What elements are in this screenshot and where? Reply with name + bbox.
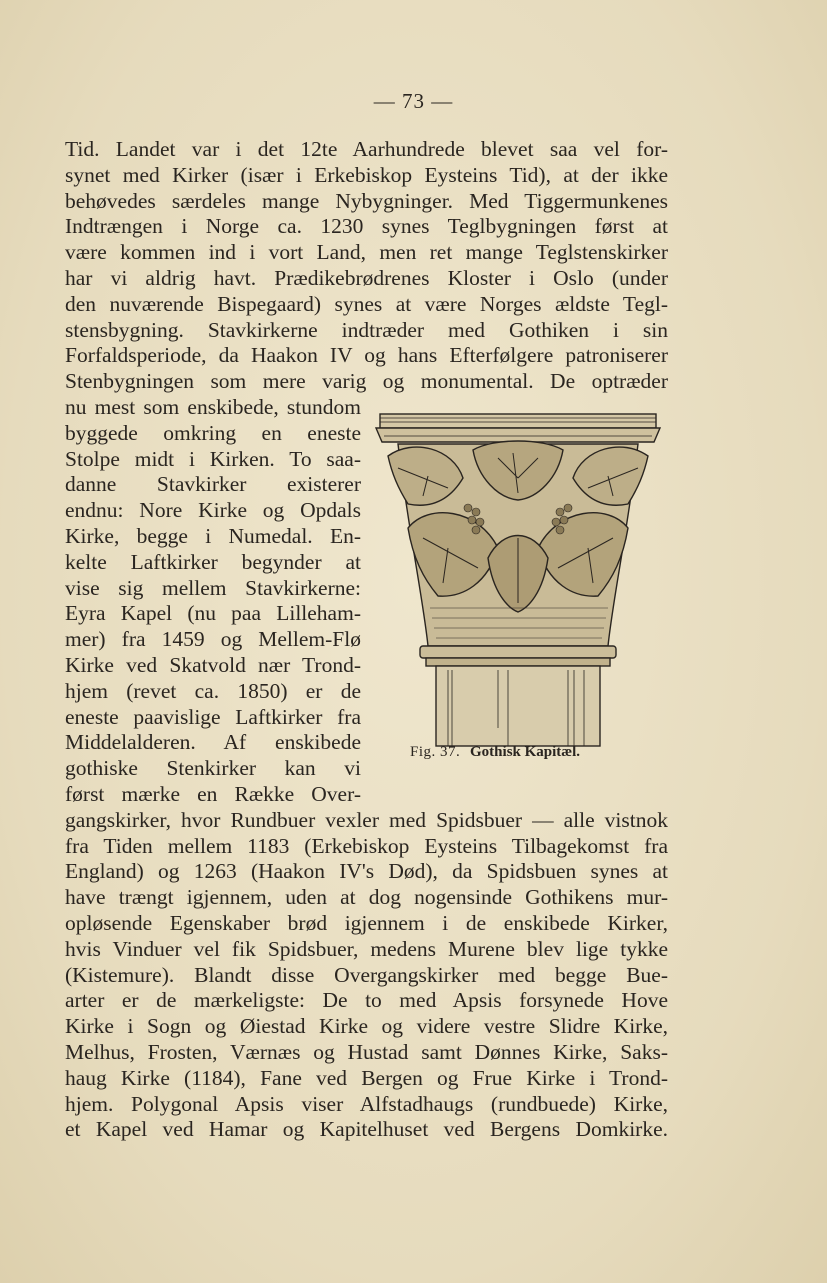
text-line: Kirke, begge i Numedal. En- bbox=[65, 524, 361, 548]
figure-caption bbox=[410, 744, 580, 761]
figure-number: Fig. 37. bbox=[410, 744, 461, 760]
text-line: har vi aldrig havt. Prædikebrødrenes Kloster i Oslo (under bbox=[65, 266, 668, 290]
text-line: Melhus, Frosten, Værnæs og Hustad samt Dønnes Kirke, Saks- bbox=[65, 1040, 668, 1064]
text-line: synet med Kirker (især i Erkebiskop Eysteins Tid), at der ikke bbox=[65, 162, 668, 187]
text-line: Middelalderen. Af enskibede bbox=[65, 730, 361, 755]
text-line: et Kapel ved Hamar og Kapitelhuset ved Bergens Domkirke. bbox=[65, 1117, 668, 1142]
text-line: arter er de mærkeligste: De to med Apsis forsynede Hove bbox=[65, 988, 668, 1013]
text-line: Kirke i Sogn og Øiestad Kirke og videre vestre Slidre Kirke, bbox=[65, 1014, 668, 1039]
text-line: kelte Laftkirker begynder at bbox=[65, 549, 361, 574]
text-line: den nuværende Bispegaard) synes at være Norges ældste Tegl- bbox=[65, 291, 668, 316]
gothic-capital-illustration bbox=[368, 408, 668, 778]
text-line: opløsende Egenskaber brød igjennem i de enskibede Kirker, bbox=[65, 911, 668, 935]
page-number: — 73 — bbox=[373, 89, 454, 113]
text-line: Indtrængen i Norge ca. 1230 synes Teglbygningen først at bbox=[65, 214, 668, 239]
text-line: hjem. Polygonal Apsis viser Alfstadhaugs (rundbuede) Kirke, bbox=[65, 1091, 668, 1116]
figure-title: Gothisk Kapitæl. bbox=[470, 744, 581, 760]
text-line: danne Stavkirker existerer bbox=[65, 472, 361, 497]
text-line: gangskirker, hvor Rundbuer vexler med Spidsbuer — alle vistnok bbox=[65, 807, 668, 832]
text-line: Kirke ved Skatvold nær Trond- bbox=[65, 653, 361, 677]
text-line: Eyra Kapel (nu paa Lilleham- bbox=[65, 601, 361, 626]
text-line: byggede omkring en eneste bbox=[65, 420, 361, 445]
text-line: England) og 1263 (Haakon IV's Død), da Spidsbuen synes at bbox=[65, 859, 668, 884]
text-line: haug Kirke (1184), Fane ved Bergen og Frue Kirke i Trond- bbox=[65, 1065, 668, 1090]
text-line: først mærke en Række Over- bbox=[65, 782, 361, 806]
text-line: hjem (revet ca. 1850) er de bbox=[65, 678, 361, 703]
text-line: gothiske Stenkirker kan vi bbox=[65, 756, 361, 781]
text-line: nu mest som enskibede, stundom bbox=[65, 395, 361, 419]
text-line: Stenbygningen som mere varig og monumental. De optræder bbox=[65, 369, 668, 394]
text-line: eneste paavislige Laftkirker fra bbox=[65, 704, 361, 729]
text-line: fra Tiden mellem 1183 (Erkebiskop Eysteins Tilbagekomst fra bbox=[65, 833, 668, 858]
text-line: hvis Vinduer vel fik Spidsbuer, medens Murene blev lige tykke bbox=[65, 936, 668, 961]
text-line: Stolpe midt i Kirken. To saa- bbox=[65, 446, 361, 471]
text-line: endnu: Nore Kirke og Opdals bbox=[65, 498, 361, 523]
text-line: mer) fra 1459 og Mellem-Flø bbox=[65, 627, 361, 652]
text-line: (Kistemure). Blandt disse Overgangskirker med begge Bue- bbox=[65, 962, 668, 987]
text-line: have trængt igjennem, uden at dog nogensinde Gothikens mur- bbox=[65, 885, 668, 910]
text-line: Tid. Landet var i det 12te Aarhundrede blevet saa vel for- bbox=[65, 137, 668, 161]
text-line: vise sig mellem Stavkirkerne: bbox=[65, 575, 361, 600]
text-line: stensbygning. Stavkirkerne indtræder med Gothiken i sin bbox=[65, 317, 668, 342]
text-line: behøvedes særdeles mange Nybygninger. Med Tiggermunkenes bbox=[65, 188, 668, 213]
text-line: være kommen ind i vort Land, men ret mange Teglstenskirker bbox=[65, 240, 668, 265]
text-line: Forfaldsperiode, da Haakon IV og hans Efterfølgere patroniserer bbox=[65, 343, 668, 368]
